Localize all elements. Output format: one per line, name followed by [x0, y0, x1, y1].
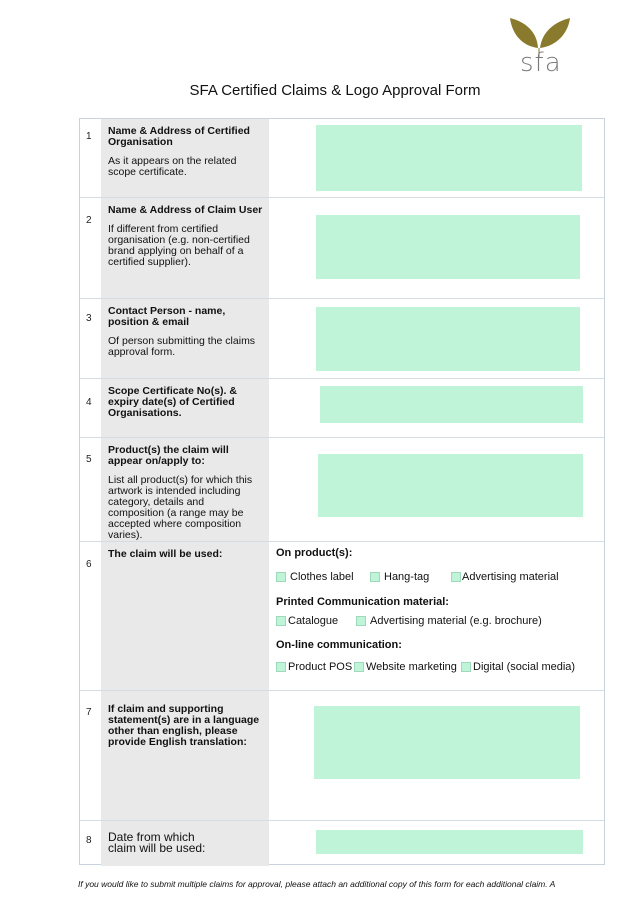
contact-person-field[interactable] — [316, 307, 580, 371]
form-row — [80, 119, 604, 198]
row-label — [101, 821, 269, 866]
row-number: 1 — [86, 131, 92, 142]
row-title: Contact Person - name, position & email — [108, 305, 226, 328]
approval-form-table — [79, 118, 605, 865]
row-description: As it appears on the related scope certificate. — [108, 155, 237, 178]
products-field[interactable] — [318, 454, 583, 517]
row-number: 4 — [86, 397, 92, 408]
row-description: List all product(s) for which this artwork is intended including category, details and composition (a range may be accepted where composition varies). — [108, 474, 253, 541]
answer-cell — [270, 821, 604, 866]
claim-user-field[interactable] — [316, 215, 580, 279]
row-label — [101, 379, 269, 437]
usage-group-title: On-line communication: — [276, 639, 402, 651]
form-row — [80, 299, 604, 379]
logo-text: sfa — [520, 48, 562, 78]
answer-cell — [270, 438, 604, 541]
row-title: If claim and supporting statement(s) are in a language other than english, please provide English translation: — [108, 703, 260, 748]
row-label — [101, 198, 269, 298]
checkbox-box[interactable] — [276, 616, 286, 626]
row-number: 3 — [86, 313, 92, 324]
row-description: If different from certified organisation (e.g. non-certified brand applying on behalf of a certified supplier). — [108, 223, 250, 268]
checkbox-box[interactable] — [461, 662, 471, 672]
row-title: Name & Address of Certified Organisation — [108, 125, 250, 148]
checkbox-product-pos[interactable]: Product POS — [276, 661, 352, 673]
form-row — [80, 198, 604, 299]
row-title: Product(s) the claim will appear on/apply to: — [108, 444, 229, 467]
answer-cell — [270, 119, 604, 197]
row-title: The claim will be used: — [108, 548, 223, 560]
row-number: 8 — [86, 835, 92, 846]
usage-group-title: Printed Communication material: — [276, 596, 449, 608]
checkbox-box[interactable] — [276, 662, 286, 672]
footnote: If you would like to submit multiple claims for approval, please attach an additional copy of this form for each additional claim. A — [78, 879, 556, 889]
row-number: 2 — [86, 215, 92, 226]
start-date-field[interactable] — [316, 830, 583, 854]
answer-cell — [270, 691, 604, 820]
row-label — [101, 542, 269, 690]
checkbox-box[interactable] — [276, 572, 286, 582]
checkbox-clothes-label[interactable]: Clothes label — [276, 571, 354, 583]
answer-cell — [270, 299, 604, 378]
row-label — [101, 119, 269, 197]
checkbox-box[interactable] — [356, 616, 366, 626]
form-row — [80, 821, 604, 866]
row-label — [101, 438, 269, 541]
row-number: 6 — [86, 559, 92, 570]
sfa-logo — [508, 14, 572, 84]
checkbox-hang-tag[interactable]: Hang-tag — [370, 571, 429, 583]
answer-cell — [270, 198, 604, 298]
usage-group-title: On product(s): — [276, 547, 353, 559]
row-label — [101, 299, 269, 378]
row-description: Of person submitting the claims approval form. — [108, 335, 256, 358]
checkbox-website-marketing[interactable]: Website marketing — [354, 661, 457, 673]
form-row — [80, 379, 604, 438]
checkbox-digital-social[interactable]: Digital (social media) — [461, 661, 575, 673]
checkbox-catalogue[interactable]: Catalogue — [276, 615, 338, 627]
row-title: Scope Certificate No(s). & expiry date(s) of Certified Organisations. — [108, 385, 237, 419]
checkbox-brochure[interactable]: Advertising material (e.g. brochure) — [356, 615, 542, 627]
answer-cell — [270, 379, 604, 437]
form-title: SFA Certified Claims & Logo Approval Form — [189, 82, 481, 99]
row-number: 5 — [86, 454, 92, 465]
row-label — [101, 691, 269, 820]
form-row — [80, 542, 604, 691]
checkbox-box[interactable] — [370, 572, 380, 582]
row-title: Name & Address of Claim User — [108, 204, 263, 216]
row-number: 7 — [86, 707, 92, 718]
checkbox-advertising-material[interactable]: Advertising material — [451, 571, 559, 583]
scope-certificate-field[interactable] — [320, 386, 583, 423]
checkbox-box[interactable] — [354, 662, 364, 672]
form-row — [80, 691, 604, 821]
organisation-field[interactable] — [316, 125, 582, 191]
checkbox-box[interactable] — [451, 572, 461, 582]
form-row — [80, 438, 604, 542]
answer-cell — [270, 542, 604, 690]
translation-field[interactable] — [314, 706, 580, 779]
row-title: Date from which claim will be used: — [108, 830, 206, 855]
